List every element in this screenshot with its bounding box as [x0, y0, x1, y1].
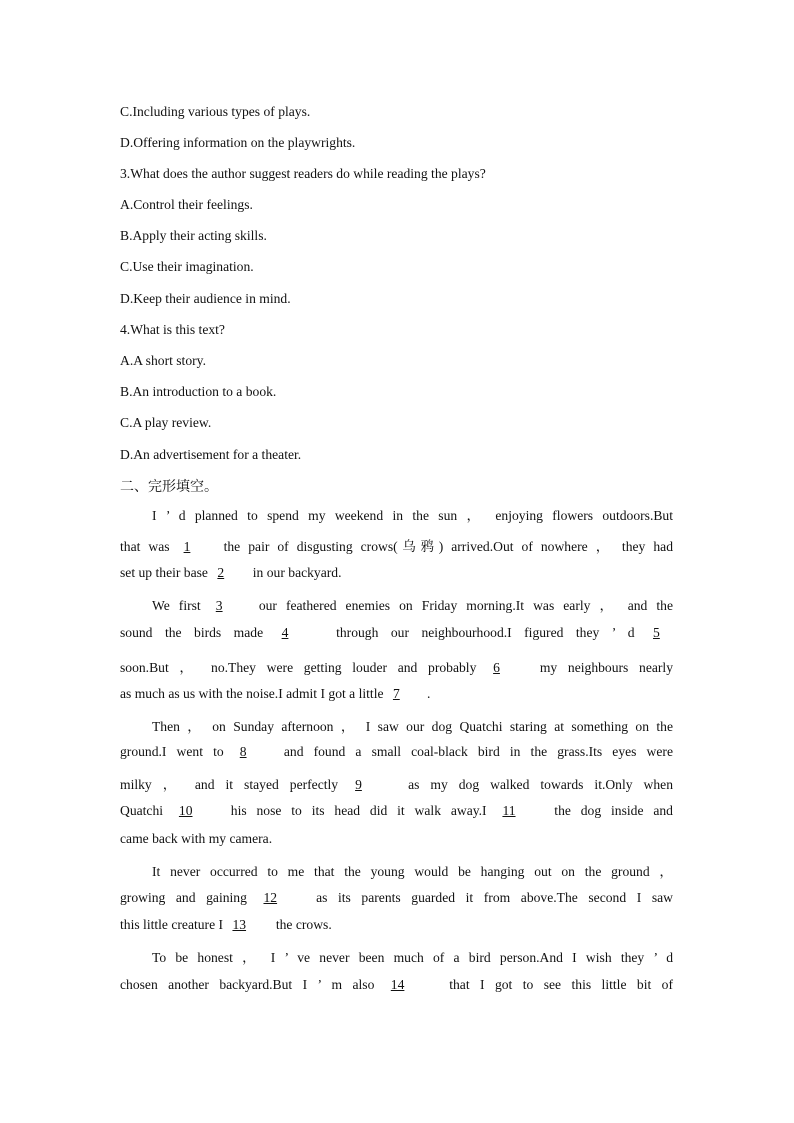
passage-line: that was 1 the pair of disgusting crows(乌鸦) arrived.Out of nowhere ， they had	[120, 539, 673, 554]
blank-6[interactable]: 6	[493, 660, 500, 675]
passage-line: sound the birds made 4 through our neighbourhood.I figured they ’ d 5	[120, 625, 673, 641]
passage-line: as much as us with the noise.I admit I got a little 7 .	[120, 686, 431, 701]
passage-line: Quatchi 10 his nose to its head did it walk away.I 11 the dog inside and	[120, 803, 673, 818]
blank-2[interactable]: 2	[217, 565, 225, 580]
blank-14[interactable]: 14	[390, 977, 405, 992]
blank-8[interactable]: 8	[239, 744, 247, 759]
passage-line: To be honest ， I ’ ve never been much of a bird person.And I wish they ’ d	[152, 950, 673, 965]
option-4d: D.An advertisement for a theater.	[120, 447, 302, 462]
blank-1[interactable]: 1	[183, 539, 191, 554]
passage-line: milky ， and it stayed perfectly 9 as my dog walked towards it.Only when	[120, 777, 673, 792]
passage-line: came back with my camera.	[120, 831, 273, 846]
option-4b: B.An introduction to a book.	[120, 384, 277, 399]
blank-3[interactable]: 3	[215, 598, 223, 613]
section-heading: 二、完形填空。	[120, 479, 218, 495]
question-3: 3.What does the author suggest readers do while reading the plays?	[120, 166, 486, 181]
passage-line: growing and gaining 12 as its parents guarded it from above.The second I saw	[120, 890, 673, 905]
option-3c: C.Use their imagination.	[120, 259, 254, 274]
blank-9[interactable]: 9	[355, 777, 362, 792]
passage-line: this little creature I 13 the crows.	[120, 917, 332, 932]
option-3b: B.Apply their acting skills.	[120, 228, 267, 243]
passage-line: Then ， on Sunday afternoon ， I saw our dog Quatchi staring at something on the	[152, 719, 673, 734]
passage-line: I ’ d planned to spend my weekend in the sun ， enjoying flowers outdoors.But	[152, 508, 673, 523]
option-4c: C.A play review.	[120, 415, 212, 430]
option-2d: D.Offering information on the playwrights.	[120, 135, 356, 150]
blank-7[interactable]: 7	[392, 686, 400, 701]
blank-5[interactable]: 5	[653, 625, 660, 640]
passage-line: We first 3 our feathered enemies on Friday morning.It was early ， and the	[152, 598, 673, 613]
blank-4[interactable]: 4	[281, 625, 289, 640]
blank-11[interactable]: 11	[502, 803, 516, 818]
passage-line: soon.But ， no.They were getting louder and probably 6 my neighbours nearly	[120, 660, 673, 675]
option-3a: A.Control their feelings.	[120, 197, 253, 212]
passage-line: chosen another backyard.But I ’ m also 14 that I got to see this little bit of	[120, 977, 673, 992]
option-4a: A.A short story.	[120, 353, 206, 368]
passage-line: set up their base 2 in our backyard.	[120, 565, 342, 580]
passage-line: It never occurred to me that the young would be hanging out on the ground ，	[152, 864, 673, 879]
passage-line: ground.I went to 8 and found a small coal-black bird in the grass.Its eyes were	[120, 744, 673, 759]
option-2c: C.Including various types of plays.	[120, 104, 311, 119]
blank-13[interactable]: 13	[232, 917, 247, 932]
question-4: 4.What is this text?	[120, 322, 225, 337]
blank-10[interactable]: 10	[178, 803, 193, 818]
blank-12[interactable]: 12	[263, 890, 278, 905]
option-3d: D.Keep their audience in mind.	[120, 291, 291, 306]
